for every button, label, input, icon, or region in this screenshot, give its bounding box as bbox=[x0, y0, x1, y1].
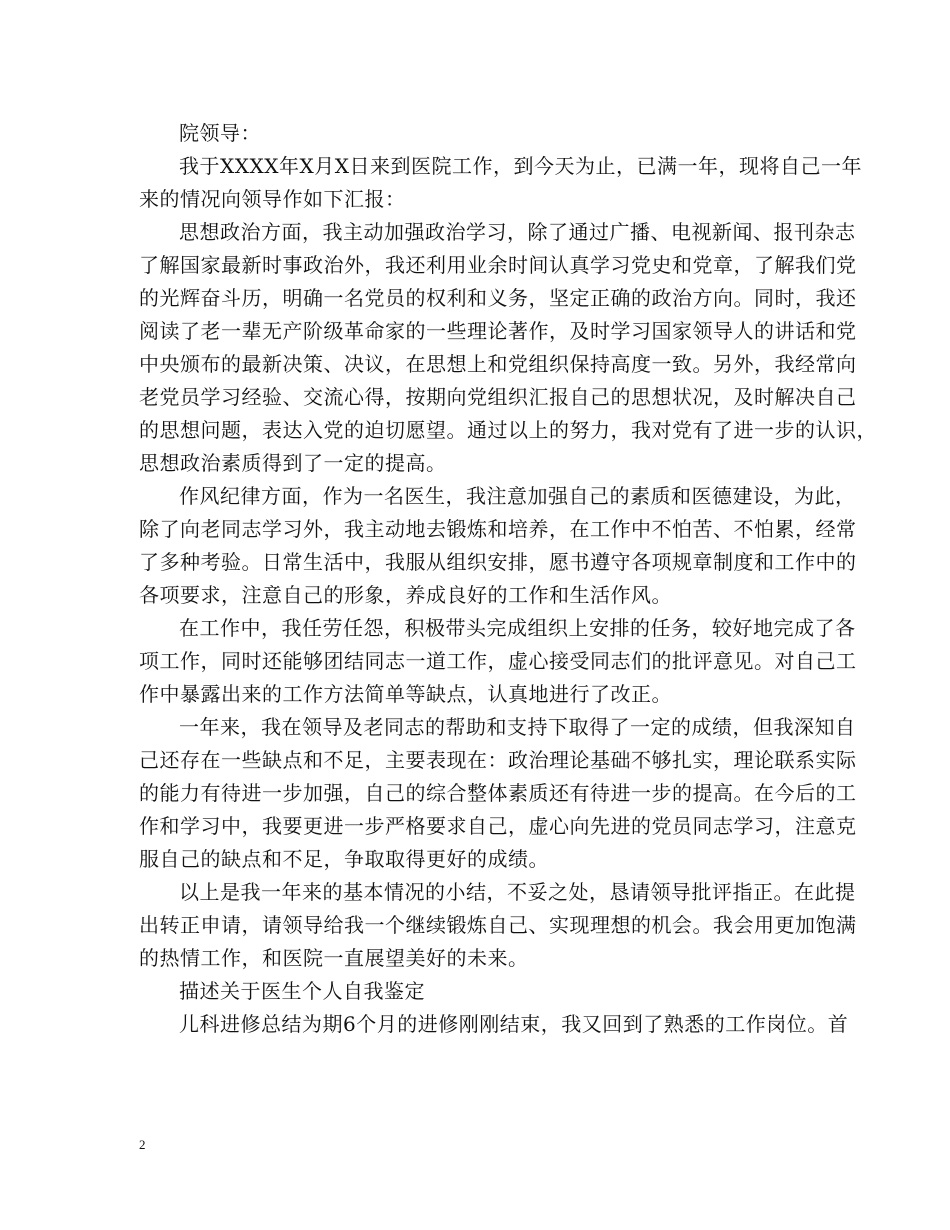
text-line: 儿 科 进 修 总 结 为 期 6 个 月 的 进 修 刚 刚 结 束 ， 我 又 回 到 了 熟 悉 的 工 作 岗 位 。 首 bbox=[179, 1012, 849, 1036]
text-line: 己 还 存 在 一 些 缺 点 和 不 足 ， 主 要 表 现 在 ： 政 治 理 论 基 础 不 够 扎 实 ， 理 论 联 系 实 际 bbox=[139, 748, 857, 772]
text-line: 各项要求，注意自己的形象，养成良好的工作和生活作风。 bbox=[139, 583, 672, 607]
text-line: 思 想 政 治 方 面 ， 我 主 动 加 强 政 治 学 习 ， 除 了 通 过 广 播 、 电 视 新 闻 、 报 刊 杂 志 bbox=[179, 220, 856, 244]
text-line: 的热情工作，和医院一直展望美好的未来。 bbox=[139, 946, 529, 970]
text-line: 作中暴露出来的工作方法简单等缺点，认真地进行了改正。 bbox=[139, 682, 672, 706]
text-line: 出 转 正 申 请 ， 请 领 导 给 我 一 个 继 续 锻 炼 自 己 、 实 现 理 想 的 机 会 。 我 会 用 更 加 饱 满 bbox=[139, 913, 857, 937]
text-line: 以 上 是 我 一 年 来 的 基 本 情 况 的 小 结 ， 不 妥 之 处 ， 恳 请 领 导 批 评 指 正 。 在 此 提 bbox=[179, 880, 856, 904]
section-heading: 描述关于医生个人自我鉴定 bbox=[179, 979, 425, 1003]
salutation: 院领导： bbox=[179, 121, 261, 145]
text-line: 来的情况向领导作如下汇报： bbox=[139, 187, 406, 211]
text-line: 项 工 作 ， 同 时 还 能 够 团 结 同 志 一 道 工 作 ， 虚 心 接 受 同 志 们 的 批 评 意 见 。 对 自 己 工 bbox=[139, 649, 857, 673]
text-line: 的 光 辉 奋 斗 历 ， 明 确 一 名 党 员 的 权 利 和 义 务 ， 坚 定 正 确 的 政 治 方 向 。 同 时 ， 我 还 bbox=[139, 286, 857, 310]
text-line: 中 央 颁 布 的 最 新 决 策 、 决 议 ， 在 思 想 上 和 党 组 织 保 持 高 度 一 致 。 另 外 ， 我 经 常 向 bbox=[139, 352, 857, 376]
text-line: 作 和 学 习 中 ， 我 要 更 进 一 步 严 格 要 求 自 己 ， 虚 心 向 先 进 的 党 员 同 志 学 习 ， 注 意 克 bbox=[139, 814, 857, 838]
text-line: 服自己的缺点和不足，争取取得更好的成绩。 bbox=[139, 847, 549, 871]
text-line: 除 了 向 老 同 志 学 习 外 ， 我 主 动 地 去 锻 炼 和 培 养 ， 在 工 作 中 不 怕 苦 、 不 怕 累 ， 经 常 bbox=[139, 517, 857, 541]
text-line: 了 解 国 家 最 新 时 事 政 治 外 ， 我 还 利 用 业 余 时 间 认 真 学 习 党 史 和 党 章 ， 了 解 我 们 党 bbox=[139, 253, 857, 277]
text-line: 阅 读 了 老 一 辈 无 产 阶 级 革 命 家 的 一 些 理 论 著 作 ， 及 时 学 习 国 家 领 导 人 的 讲 话 和 党 bbox=[139, 319, 857, 343]
text-line: 在 工 作 中 ， 我 任 劳 任 怨 ， 积 极 带 头 完 成 组 织 上 安 排 的 任 务 ， 较 好 地 完 成 了 各 bbox=[179, 616, 856, 640]
text-line: 作 风 纪 律 方 面 ， 作 为 一 名 医 生 ， 我 注 意 加 强 自 己 的 素 质 和 医 德 建 设 ， 为 此 ， bbox=[179, 484, 856, 508]
text-line: 思想政治素质得到了一定的提高。 bbox=[139, 451, 447, 475]
text-line: 的 思 想 问 题 ， 表 达 入 党 的 迫 切 愿 望 。 通 过 以 上 的 努 力 ， 我 对 党 有 了 进 一 步 的 认 识 ， bbox=[139, 418, 877, 442]
text-line: 一 年 来 ， 我 在 领 导 及 老 同 志 的 帮 助 和 支 持 下 取 得 了 一 定 的 成 绩 ， 但 我 深 知 自 bbox=[179, 715, 856, 739]
text-line: 我 于 X X X X 年 X 月 X 日 来 到 医 院 工 作 ， 到 今 天 为 止 ， 已 满 一 年 ， 现 将 自 己 一 年 bbox=[179, 154, 862, 178]
text-line: 了 多 种 考 验 。 日 常 生 活 中 ， 我 服 从 组 织 安 排 ， 愿 书 遵 守 各 项 规 章 制 度 和 工 作 中 的 bbox=[139, 550, 857, 574]
text-line: 的 能 力 有 待 进 一 步 加 强 ， 自 己 的 综 合 整 体 素 质 还 有 待 进 一 步 的 提 高 。 在 今 后 的 工 bbox=[139, 781, 857, 805]
text-line: 老 党 员 学 习 经 验 、 交 流 心 得 ， 按 期 向 党 组 织 汇 报 自 己 的 思 想 状 况 ， 及 时 解 决 自 己 bbox=[139, 385, 857, 409]
page-number: 2 bbox=[139, 1137, 146, 1152]
